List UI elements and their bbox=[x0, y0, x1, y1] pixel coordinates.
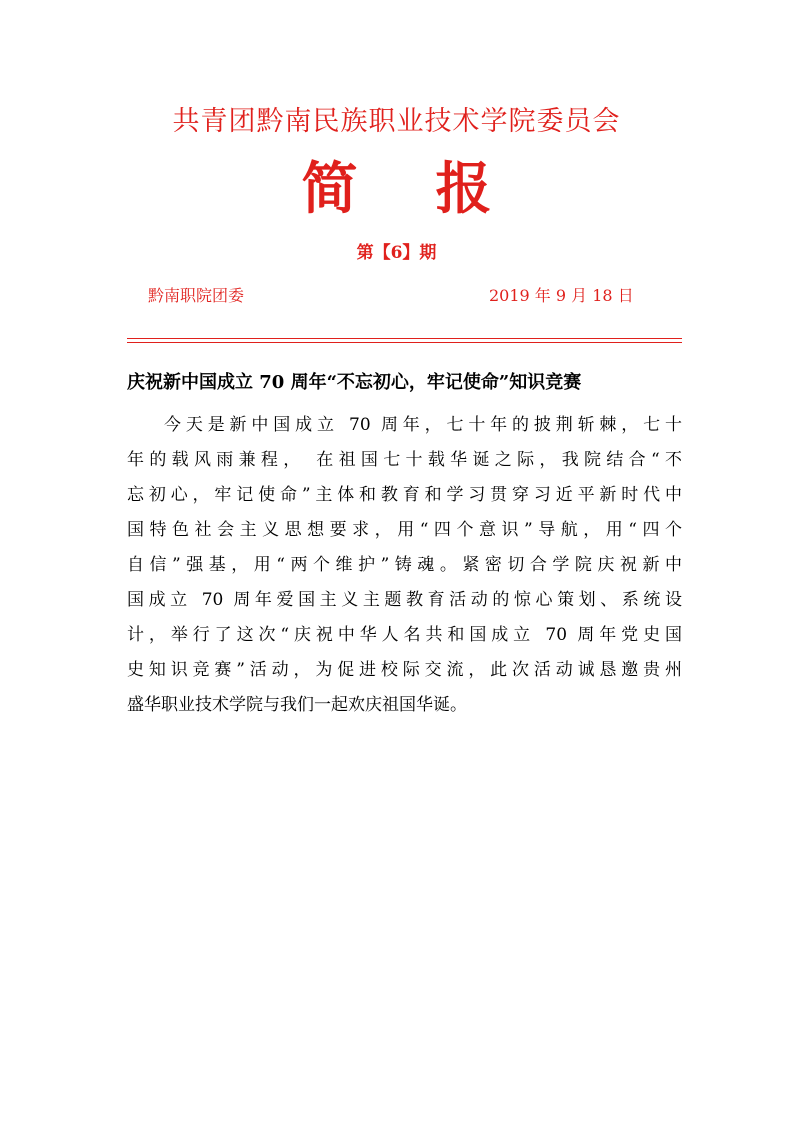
article-line: 年的载风雨兼程， 在祖国七十载华诞之际，我院结合“不 bbox=[127, 450, 682, 470]
bulletin-title-left: 简 bbox=[301, 156, 358, 222]
article-heading: 庆祝新中国成立 70 周年“不忘初心，牢记使命”知识竞赛 bbox=[127, 372, 582, 393]
article-line: 自信”强基，用“两个维护”铸魂。紧密切合学院庆祝新中 bbox=[127, 555, 682, 575]
sender: 黔南职院团委 bbox=[148, 286, 245, 305]
header-divider-bottom bbox=[127, 342, 682, 343]
article-line: 史知识竞赛”活动，为促进校际交流，此次活动诚恳邀贵州 bbox=[127, 660, 682, 680]
issue-number: 第【6】期 bbox=[356, 243, 437, 263]
article-line: 国成立 70 周年爱国主义主题教育活动的惊心策划、系统设 bbox=[127, 590, 682, 610]
article-line: 盛华职业技术学院与我们一起欢庆祖国华诞。 bbox=[127, 695, 467, 715]
article-line: 计，举行了这次“庆祝中华人名共和国成立 70 周年党史国 bbox=[127, 625, 682, 645]
article-line: 忘初心，牢记使命”主体和教育和学习贯穿习近平新时代中 bbox=[127, 485, 682, 505]
bulletin-title-right: 报 bbox=[435, 156, 492, 222]
bulletin-title bbox=[0, 156, 793, 222]
organization-title: 共青团黔南民族职业技术学院委员会 bbox=[172, 106, 621, 137]
article-line: 今天是新中国成立 70 周年，七十年的披荆斩棘，七十 bbox=[164, 415, 682, 435]
article-body bbox=[127, 408, 682, 723]
issue-date: 2019 年 9 月 18 日 bbox=[489, 286, 634, 305]
article-line: 国特色社会主义思想要求，用“四个意识”导航，用“四个 bbox=[127, 520, 682, 540]
header-divider-top bbox=[127, 338, 682, 339]
